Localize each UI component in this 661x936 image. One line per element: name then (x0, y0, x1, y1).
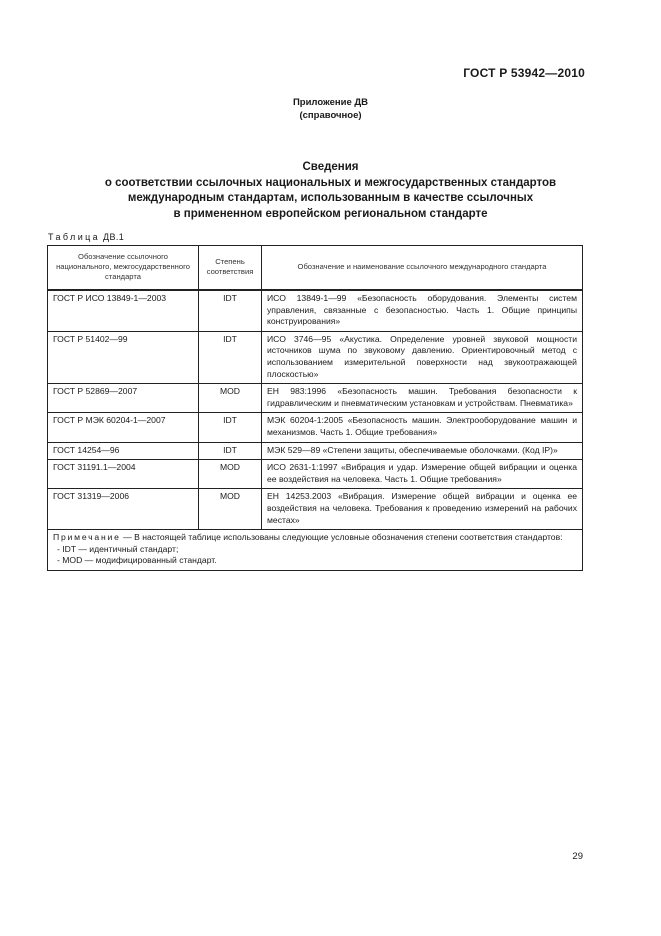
table-row (48, 413, 583, 442)
cell-international: МЭК 529—89 «Степени защиты, обеспечиваемые оболочками. (Код IP)» (262, 442, 583, 460)
page-number: 29 (572, 851, 583, 862)
cell-degree: MOD (199, 384, 262, 413)
table-label (48, 232, 124, 242)
cell-degree: IDT (199, 413, 262, 442)
note-item: - IDT — идентичный стандарт; (57, 543, 179, 554)
heading-line-3: международным стандартам, использованным в качестве ссылочных (127, 192, 534, 204)
column-header-standard: Обозначение ссылочного национального, межгосударственного стандарта (48, 246, 199, 291)
cell-degree: IDT (199, 442, 262, 460)
table-row (48, 460, 583, 489)
cell-degree: IDT (199, 290, 262, 331)
note-item: - MOD — модифицированный стандарт. (57, 555, 217, 566)
cell-standard: ГОСТ Р 52869—2007 (48, 384, 199, 413)
table-label-prefix: Таблица (48, 232, 101, 242)
heading-line-4: в примененном европейском региональном стандарте (173, 207, 488, 220)
table-row (48, 331, 583, 383)
note-text: — В настоящей таблице использованы следующие условные обозначения степени соответствия стандартов: (123, 532, 563, 543)
table-row (48, 290, 583, 331)
table-note (48, 530, 583, 571)
appendix-title: Приложение ДВ (292, 97, 369, 108)
cell-international: ЕН 14253.2003 «Вибрация. Измерение общей вибрации и оценка ее воздействия на человека. Требования к проведению измерений на рабочих местах» (262, 489, 583, 530)
cell-degree: MOD (199, 460, 262, 489)
cell-international: ИСО 2631-1:1997 «Вибрация и удар. Измерение общей вибрации и оценка ее воздействия на человека. Часть 1. Общие требования» (262, 460, 583, 489)
heading-line-1: Сведения (302, 161, 359, 173)
section-heading (40, 160, 621, 222)
document-code: ГОСТ Р 53942—2010 (463, 66, 585, 80)
cell-degree: IDT (199, 331, 262, 383)
table-row (48, 384, 583, 413)
cell-standard: ГОСТ Р МЭК 60204-1—2007 (48, 413, 199, 442)
table-header-row (48, 246, 583, 291)
note-label: Примечание (53, 532, 121, 543)
column-header-degree: Степень соответствия (199, 246, 262, 291)
correspondence-table (47, 245, 583, 571)
cell-international: МЭК 60204-1:2005 «Безопасность машин. Электрооборудование машин и механизмов. Часть 1. Общие требования» (262, 413, 583, 442)
cell-degree: MOD (199, 489, 262, 530)
table-row (48, 442, 583, 460)
table-row (48, 489, 583, 530)
cell-international: ЕН 983:1996 «Безопасность машин. Требования безопасности к гидравлическим и пневматическим установкам и устройствам. Пневматика» (262, 384, 583, 413)
appendix-subtitle: (справочное) (299, 110, 362, 121)
appendix-block (0, 96, 661, 122)
cell-standard: ГОСТ 31191.1—2004 (48, 460, 199, 489)
column-header-international: Обозначение и наименование ссылочного международного стандарта (262, 246, 583, 291)
heading-line-2: о соответствии ссылочных национальных и межгосударственных стандартов (104, 176, 557, 189)
table-note-row (48, 530, 583, 571)
cell-standard: ГОСТ 31319—2006 (48, 489, 199, 530)
table-label-number: ДВ.1 (103, 232, 125, 242)
cell-standard: ГОСТ Р 51402—99 (48, 331, 199, 383)
cell-international: ИСО 13849-1—99 «Безопасность оборудования. Элементы систем управления, связанные с безопасностью. Часть 1. Общие принципы конструирования» (262, 290, 583, 331)
cell-standard: ГОСТ 14254—96 (48, 442, 199, 460)
cell-international: ИСО 3746—95 «Акустика. Определение уровней звуковой мощности источников шума по звуковому давлению. Ориентировочный метод с использованием измерительной поверхности над звукоотражающей плоскостью» (262, 331, 583, 383)
note-text-line (53, 532, 577, 544)
cell-standard: ГОСТ Р ИСО 13849-1—2003 (48, 290, 199, 331)
